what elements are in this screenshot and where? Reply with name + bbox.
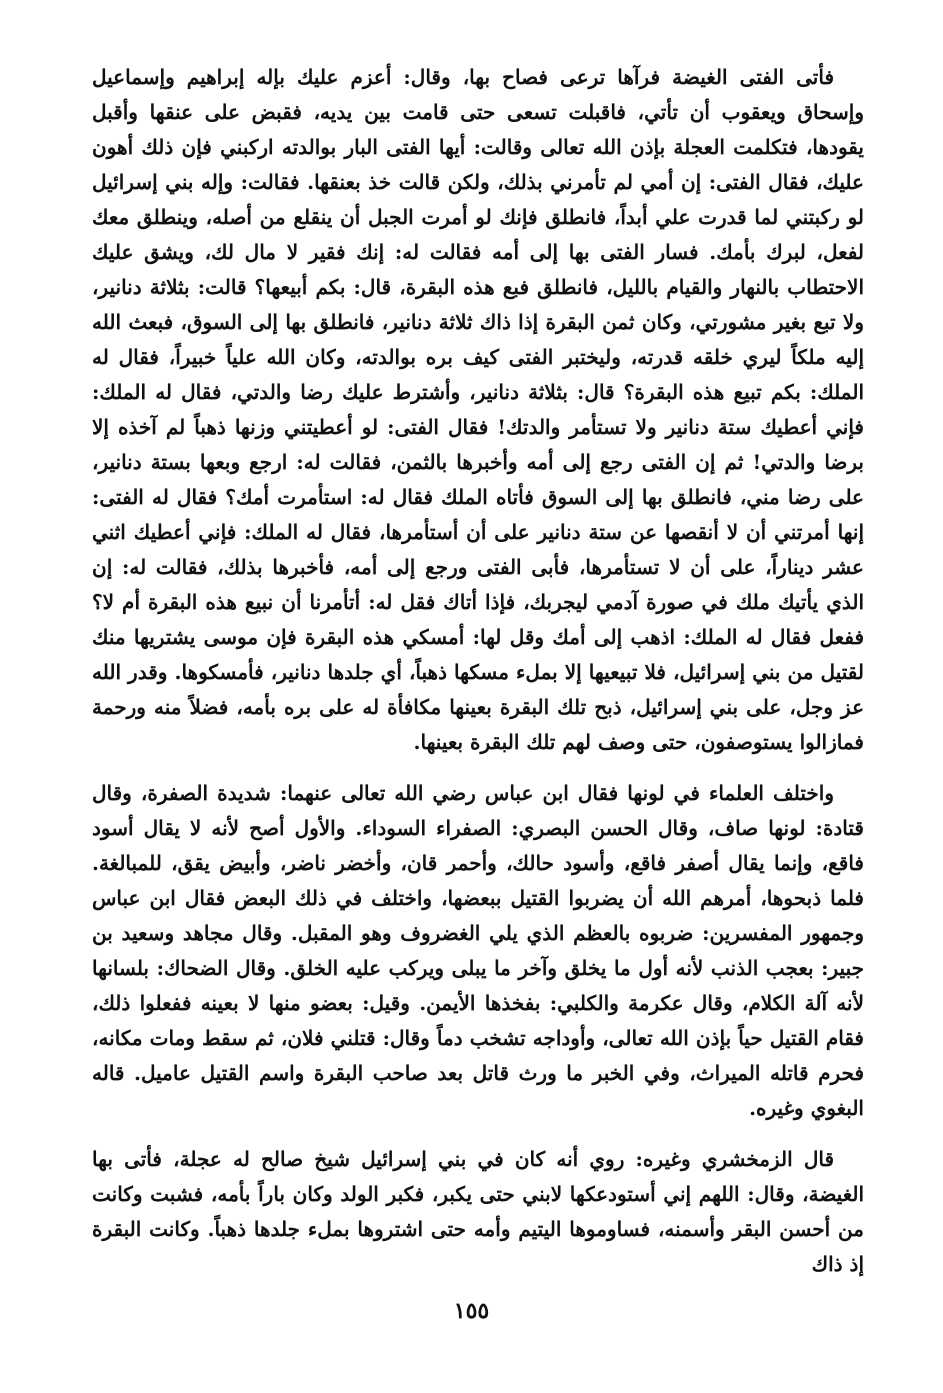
body-text <box>92 60 864 1282</box>
paragraph-1: فأتى الفتى الغيضة فرآها ترعى فصاح بها، وقال: أعزم عليك بإله إبراهيم وإسماعيل وإسحاق ويعقوب أن تأتي، فاقبلت تسعى حتى قامت بين يديه، فقبض على عنقها وأقبل يقودها، فتكلمت العجلة بإذن الله تعالى وقالت: أيها الفتى البار بوالدته اركبني فإن ذلك أهون عليك، فقال الفتى: إن أمي لم تأمرني بذلك، ولكن قالت خذ بعنقها. فقالت: وإله بني إسرائيل لو ركبتني لما قدرت علي أبداً، فانطلق فإنك لو أمرت الجبل أن ينقلع من أصله، وينطلق معك لفعل، لبرك بأمك. فسار الفتى بها إلى أمه فقالت له: إنك فقير لا مال لك، ويشق عليك الاحتطاب بالنهار والقيام بالليل، فانطلق فبع هذه البقرة، قال: بكم أبيعها؟ قالت: بثلاثة دنانير، ولا تبع بغير مشورتي، وكان ثمن البقرة إذا ذاك ثلاثة دنانير، فانطلق بها إلى السوق، فبعث الله إليه ملكاً ليري خلقه قدرته، وليختبر الفتى كيف بره بوالدته، وكان الله علياً خبيراً، فقال له الملك: بكم تبيع هذه البقرة؟ قال: بثلاثة دنانير، وأشترط عليك رضا والدتي، فقال له الملك: فإني أعطيك ستة دنانير ولا تستأمر والدتك! فقال الفتى: لو أعطيتني وزنها ذهباً لم آخذه إلا برضا والدتي! ثم إن الفتى رجع إلى أمه وأخبرها بالثمن، فقالت له: ارجع وبعها بستة دنانير، على رضا مني، فانطلق بها إلى السوق فأتاه الملك فقال له: استأمرت أمك؟ فقال له الفتى: إنها أمرتني أن لا أنقصها عن ستة دنانير على أن أستأمرها، فقال له الملك: فإني أعطيك اثني عشر ديناراً، على أن لا تستأمرها، فأبى الفتى ورجع إلى أمه، فأخبرها بذلك، فقالت له: إن الذي يأتيك ملك في صورة آدمي ليجربك، فإذا أتاك فقل له: أتأمرنا أن نبيع هذه البقرة أم لا؟ ففعل فقال له الملك: اذهب إلى أمك وقل لها: أمسكي هذه البقرة فإن موسى يشتريها منك لقتيل من بني إسرائيل، فلا تبيعيها إلا بملء مسكها ذهباً، أي جلدها دنانير، فأمسكوها. وقدر الله عز وجل، على بني إسرائيل، ذبح تلك البقرة بعينها مكافأة له على بره بأمه، فضلاً منه ورحمة فمازالوا يستوصفون، حتى وصف لهم تلك البقرة بعينها. <box>92 65 864 754</box>
page-number: ١٥٥ <box>453 1298 490 1324</box>
paragraph-3: قال الزمخشري وغيره: روي أنه كان في بني إسرائيل شيخ صالح له عجلة، فأتى بها الغيضة، وقال: اللهم إني أستودعكها لابني حتى يكبر، فكبر الولد وكان باراً بأمه، فشبت وكانت من أحسن البقر وأسمنه، فساوموها اليتيم وأمه حتى اشتروها بملء جلدها ذهباً. وكانت البقرة إذ ذاك <box>92 1147 865 1276</box>
paragraph-2: واختلف العلماء في لونها فقال ابن عباس رضي الله تعالى عنهما: شديدة الصفرة، وقال قتادة: لونها صاف، وقال الحسن البصري: الصفراء السوداء. والأول أصح لأنه لا يقال أسود فاقع، وإنما يقال أصفر فاقع، وأسود حالك، وأحمر قان، وأخضر ناضر، وأبيض يقق، للمبالغة. فلما ذبحوها، أمرهم الله أن يضربوا القتيل ببعضها، واختلف في ذلك البعض فقال ابن عباس وجمهور المفسرين: ضربوه بالعظم الذي يلي الغضروف وهو المقبل. وقال مجاهد وسعيد بن جبير: بعجب الذنب لأنه أول ما يخلق وآخر ما يبلى ويركب عليه الخلق. وقال الضحاك: بلسانها لأنه آلة الكلام، وقال عكرمة والكلبي: بفخذها الأيمن. وقيل: بعضو منها لا بعينه ففعلوا ذلك، فقام القتيل حياً بإذن الله تعالى، وأوداجه تشخب دماً وقال: قتلني فلان، ثم سقط ومات مكانه، فحرم قاتله الميراث، وفي الخبر ما ورث قاتل بعد صاحب البقرة واسم القتيل عاميل. قاله البغوي وغيره. <box>92 781 864 1120</box>
